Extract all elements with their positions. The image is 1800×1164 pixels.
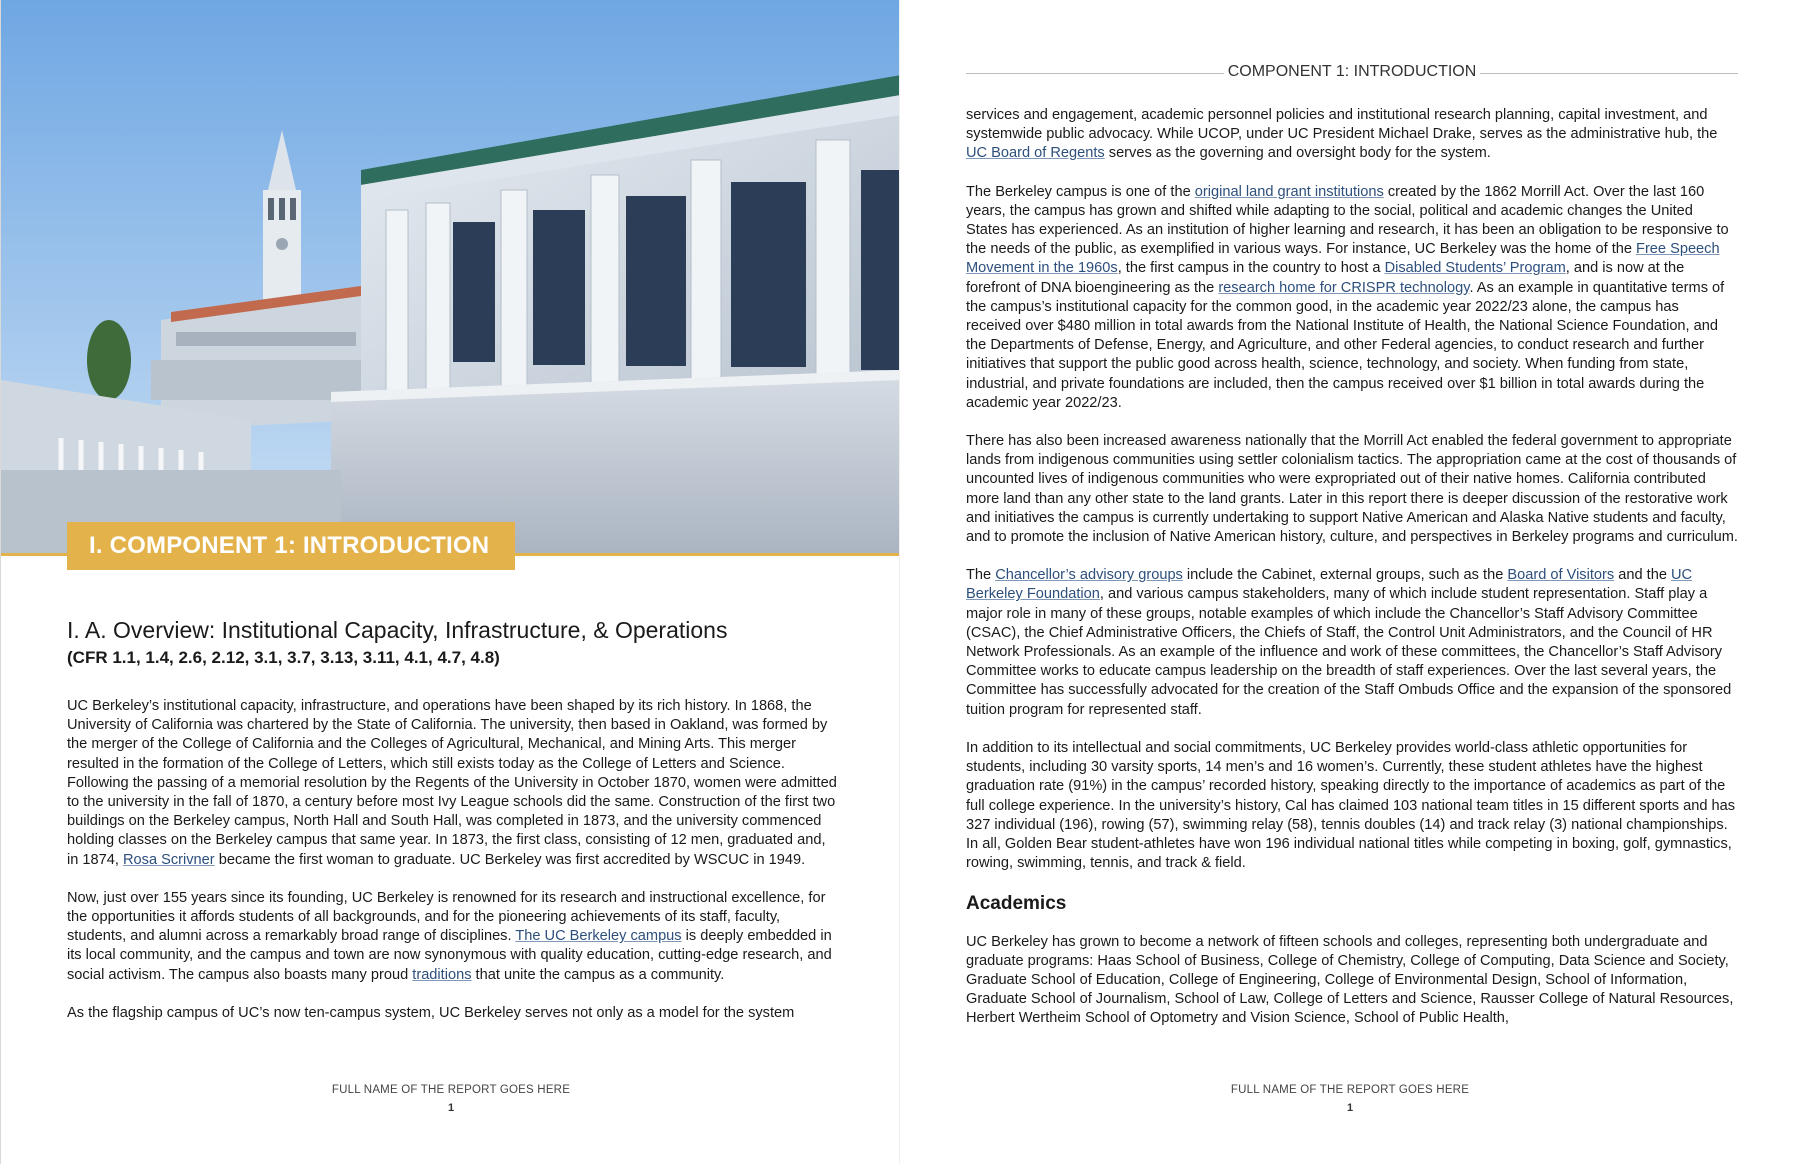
advisory-groups-paragraph: The Chancellor’s advisory groups include the Cabinet, external groups, such as the Board of Visitors and the UC Berkeley Foundation, and various campus stakeholders, many of which include student representation. Staff play a major role in many of these groups, notable examples of which include the Chancellor’s Staff Advisory Committee (CSAC), the Chief Administrative Officers, the Chiefs of Staff, the Control Unit Administrators, and the Council of HR Network Professionals. As an example of the influence and work of these committees, the Chancellor’s Staff Advisory Committee works to educate campus leadership on the breadth of staff experiences. Over the last several years, the Committee has successfully advocated for the creation of the Staff Ombuds Office and the expansion of the sponsored tuition program for represented staff. (966, 567, 1732, 718)
academics-paragraph: UC Berkeley has grown to become a network of fifteen schools and colleges, representing both undergraduate and graduate programs: Haas School of Business, College of Chemistry, College of Computing, Data Science and Society, Graduate School of Education, College of Engineering, College of Environmental Design, School of Information, Graduate School of Journalism, School of Law, College of Letters and Science, Rausser College of Natural Resources, Herbert Wertheim School of Optometry and Vision Science, School of Public Health, (966, 933, 1734, 1027)
athletics-paragraph: In addition to its intellectual and social commitments, UC Berkeley provides world-class athletic opportunities for students, including 30 varsity sports, 14 men’s and 16 women’s. Currently, these student athletes have the highest graduation rate (91%) in the campus’ recorded history, speaking directly to the importance of academics as part of the full college experience. In the university’s history, Cal has claimed 103 national team titles in 15 different sports and has 327 individual (196), rowing (57), swimming relay (58), tennis doubles (14) and track relay (3) national championships. In all, Golden Bear student-athletes have won 196 individual national titles while competing in boxing, golf, gymnastics, rowing, swimming, tennis, and track & field. (966, 739, 1736, 872)
flagship-paragraph: As the flagship campus of UC’s now ten-campus system, UC Berkeley serves not only as a model for the system (67, 1004, 795, 1021)
footer-report-name: FULL NAME OF THE REPORT GOES HERE (1230, 1084, 1470, 1096)
overview-heading: I. A. Overview: Institutional Capacity, Infrastructure, & Operations (67, 617, 728, 643)
cfr-references: (CFR 1.1, 1.4, 2.6, 2.12, 3.1, 3.7, 3.13, 3.11, 4.1, 4.7, 4.8) (67, 648, 500, 667)
running-header (966, 62, 1738, 84)
free-speech-link[interactable]: Free Speech Movement in the 1960s (966, 241, 1720, 277)
land-grant-link[interactable]: original land grant institutions (1194, 183, 1384, 200)
ucop-paragraph: services and engagement, academic personnel policies and institutional research planning, capital investment, and systemwide public advocacy. While UCOP, under UC President Michael Drake, serves as the administrative hub, the UC Board of Regents serves as the governing and oversight body for the system. (966, 107, 1718, 162)
running-header-text: COMPONENT 1: INTRODUCTION (1227, 63, 1477, 80)
history-paragraph: UC Berkeley’s institutional capacity, infrastructure, and operations have been shaped by its rich history. In 1868, the University of California was chartered by the State of California. The university, then based in Oakland, was formed by the merger of the College of California and the Colleges of Agricultural, Mechanical, and Mining Arts. This merger resulted in the formation of the College of Letters, which still exists today as the College of Letters and Science. Following the passing of a memorial resolution by the Regents of the University in October 1870, women were admitted to the university in the fall of 1870, a century before most Ivy League schools did the same. Construction of the first two buildings on the Berkeley campus, North Hall and South Hall, was completed in 1873, and the university commenced holding classes on the Berkeley campus that same year. In 1873, the first class, consisting of 12 men, graduated and, in 1874, Rosa Scrivner became the first woman to graduate. UC Berkeley was first accredited by WSCUC in 1949. (67, 698, 837, 868)
rosa-scrivner-link[interactable]: Rosa Scrivner (123, 851, 215, 868)
uc-berkeley-foundation-link[interactable]: UC Berkeley Foundation (966, 567, 1693, 603)
crispr-link[interactable]: research home for CRISPR technology (1218, 279, 1470, 296)
header-rule-right (1480, 73, 1738, 74)
land-grant-paragraph: The Berkeley campus is one of the original land grant institutions created by the 1862 Morrill Act. Over the last 160 years, the campus has grown and shifted while adapting to the social, political and academic changes the United States has experienced. As an institution of higher learning and research, it has been an obligation to be responsive to the needs of the public, as exemplified in various ways. For instance, UC Berkeley was the home of the Free Speech Movement in the 1960s, the first campus in the country to host a Disabled Students’ Program, and is now at the forefront of DNA bioengineering as the research home for CRISPR technology. As an example in quantitative terms of the campus’s institutional capacity for the common good, in the academic year 2022/23 alone, the campus has received over $480 million in total awards from the National Institute of Health, the National Science Foundation, and the Departments of Defense, Energy, and Agriculture, and other Federal agencies, to conduct research and further initiatives that support the public good across health, science, technology, and society. When funding from state, industrial, and private foundations are included, then the campus received over $1 billion in total awards during the academic year 2022/23. (966, 183, 1729, 411)
board-of-visitors-link[interactable]: Board of Visitors (1507, 567, 1615, 584)
section-banner: I. COMPONENT 1: INTRODUCTION (67, 522, 515, 570)
left-body-text (67, 697, 839, 1042)
right-body-text (966, 106, 1738, 1048)
traditions-link[interactable]: traditions (412, 966, 472, 983)
footer-report-name: FULL NAME OF THE REPORT GOES HERE (331, 1084, 571, 1096)
academics-heading: Academics (966, 893, 1067, 915)
right-page (900, 0, 1800, 1164)
board-of-regents-link[interactable]: UC Board of Regents (966, 145, 1105, 162)
footer-page-number: 1 (1346, 1102, 1354, 1114)
uc-berkeley-campus-link[interactable]: The UC Berkeley campus (515, 928, 682, 945)
morrill-act-paragraph: There has also been increased awareness nationally that the Morrill Act enabled the federal government to appropriate lands from indigenous communities using settler colonialism tactics. The appropriation came at the cost of thousands of uncounted lives of indigenous communities who were expropriated out of their native homes. California contributed more land than any other state to the land grants. Later in this report there is deeper discussion of the restorative work and initiatives the campus is currently undertaking to support Native American and Alaska Native students and faculty, and to promote the inclusion of Native American history, culture, and perspectives in Berkeley programs and curriculum. (966, 433, 1738, 546)
campus-photo (1, 0, 901, 555)
renown-paragraph: Now, just over 155 years since its founding, UC Berkeley is renowned for its research and instructional excellence, for the opportunities it affords students of all backgrounds, and for the pioneering achievements of its staff, faculty, students, and alumni across a remarkably broad range of disciplines. The UC Berkeley campus is deeply embedded in its local community, and the campus and town are now synonymous with quality education, cutting-edge research, and social activism. The campus also boasts many proud traditions that unite the campus as a community. (67, 889, 832, 983)
footer-page-number: 1 (447, 1102, 455, 1114)
disabled-students-link[interactable]: Disabled Students’ Program (1384, 260, 1566, 277)
chancellors-advisory-link[interactable]: Chancellor’s advisory groups (995, 567, 1183, 584)
